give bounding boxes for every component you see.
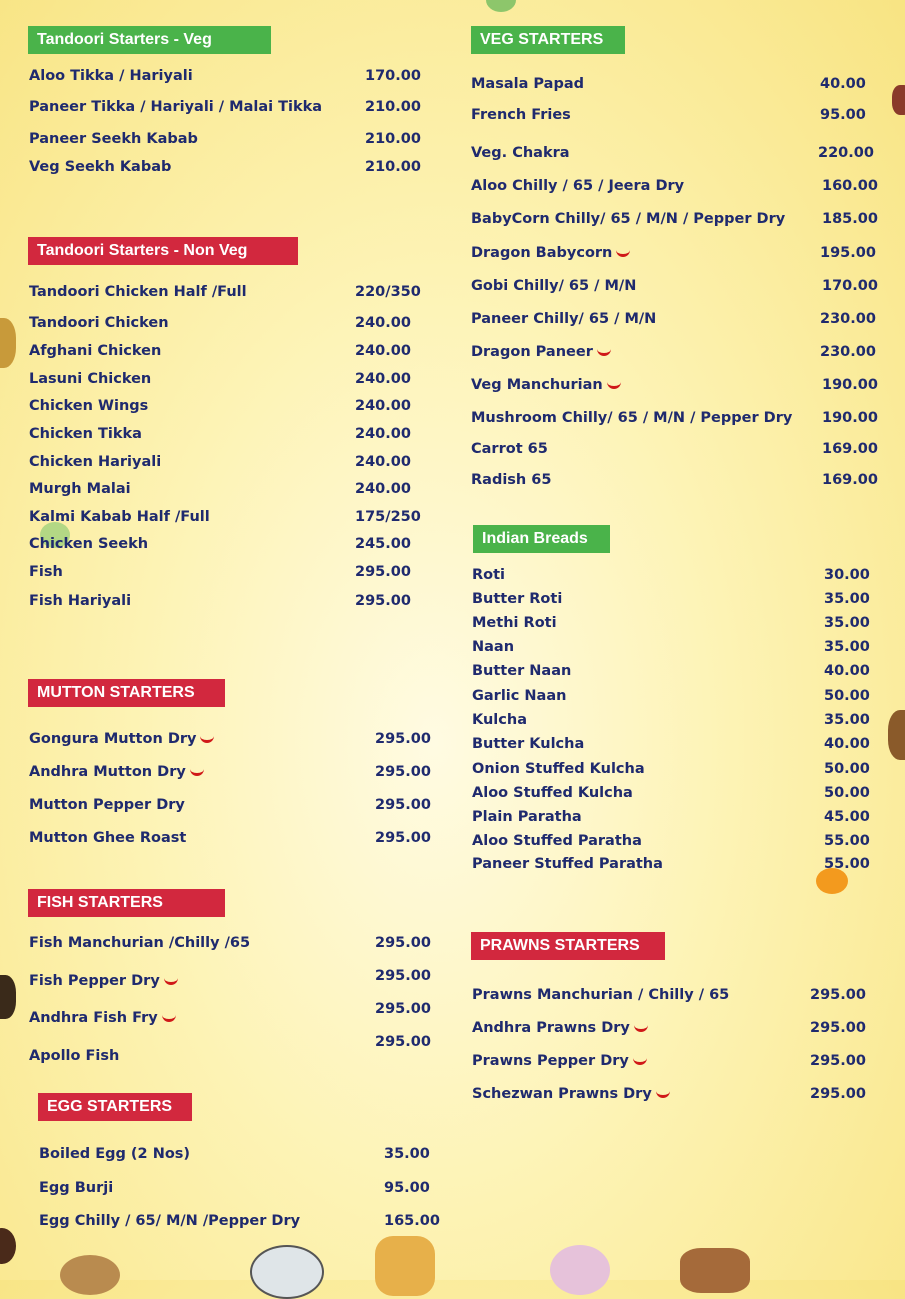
menu-item-price: 95.00 (820, 107, 866, 123)
section-header-breads: Indian Breads (473, 525, 610, 553)
menu-item-label: Butter Kulcha (472, 736, 585, 752)
menu-item-name (29, 593, 131, 609)
menu-item-label: Apollo Fish (29, 1048, 120, 1064)
menu-item-price: 55.00 (824, 856, 870, 872)
menu-item-name (471, 211, 785, 227)
menu-item-name (29, 398, 148, 414)
menu-item-name (472, 856, 663, 872)
menu-item-name (472, 712, 527, 728)
menu-item-price: 295.00 (810, 1086, 866, 1102)
section-header-egg: EGG STARTERS (38, 1093, 192, 1121)
menu-item-label: French Fries (471, 107, 571, 123)
food-bowl-decoration (60, 1255, 120, 1295)
menu-item-name (472, 1020, 648, 1036)
menu-item-label: BabyCorn Chilly/ 65 / M/N / Pepper Dry (471, 211, 786, 227)
menu-item-price: 240.00 (355, 454, 411, 470)
menu-item-label: Radish 65 (471, 472, 552, 488)
menu-item-label: Chicken Hariyali (29, 454, 162, 470)
menu-item-label: Egg Burji (39, 1180, 114, 1196)
menu-item-label: Garlic Naan (472, 688, 567, 704)
spice-decoration (0, 975, 16, 1019)
spice-decoration (0, 318, 16, 368)
menu-item-label: Boiled Egg (2 Nos) (39, 1146, 191, 1162)
menu-item-price: 50.00 (824, 761, 870, 777)
menu-item-label: Butter Naan (472, 663, 572, 679)
menu-item-name (471, 145, 570, 161)
menu-item-name (472, 591, 562, 607)
menu-item-name (29, 1010, 176, 1026)
section-header-tandoori-nonveg: Tandoori Starters - Non Veg (28, 237, 298, 265)
menu-item-price: 190.00 (822, 377, 878, 393)
menu-item-name (29, 564, 63, 580)
menu-item-name (471, 311, 656, 327)
menu-item-label: Aloo Chilly / 65 / Jeera Dry (471, 178, 685, 194)
menu-item-price: 295.00 (375, 968, 431, 984)
onion-decoration (550, 1245, 610, 1295)
menu-item-name (29, 797, 185, 813)
menu-item-name (29, 284, 247, 300)
menu-item-name (471, 278, 636, 294)
menu-item-price: 230.00 (820, 344, 876, 360)
menu-item-price: 50.00 (824, 785, 870, 801)
menu-item-label: Tandoori Chicken (29, 315, 169, 331)
menu-item-name (471, 472, 551, 488)
menu-item-label: Egg Chilly / 65/ M/N /Pepper Dry (39, 1213, 301, 1229)
menu-item-name (29, 973, 178, 989)
menu-item-price: 295.00 (810, 987, 866, 1003)
menu-item-name (29, 536, 148, 552)
menu-item-label: Lasuni Chicken (29, 371, 152, 387)
menu-item-label: Tandoori Chicken Half /Full (29, 284, 247, 300)
menu-item-price: 170.00 (365, 68, 421, 84)
menu-item-price: 35.00 (824, 639, 870, 655)
menu-item-label: Chicken Seekh (29, 536, 149, 552)
menu-item-price: 240.00 (355, 371, 411, 387)
menu-item-name (29, 764, 204, 780)
section-header-prawns: PRAWNS STARTERS (471, 932, 665, 960)
menu-item-label: Kalmi Kabab Half /Full (29, 509, 210, 525)
menu-item-label: Carrot 65 (471, 441, 548, 457)
menu-item-name (472, 688, 566, 704)
section-header-veg: VEG STARTERS (471, 26, 625, 54)
menu-item-label: Aloo Tikka / Hariyali (29, 68, 193, 84)
menu-item-price: 210.00 (365, 159, 421, 175)
menu-item-price: 220/350 (355, 284, 421, 300)
bottle-decoration (375, 1236, 435, 1296)
menu-item-price: 95.00 (384, 1180, 430, 1196)
menu-item-name (29, 371, 151, 387)
menu-item-name (472, 1053, 647, 1069)
menu-item-name (472, 615, 557, 631)
menu-item-label: Chicken Wings (29, 398, 149, 414)
menu-item-price: 240.00 (355, 398, 411, 414)
menu-item-label: Aloo Stuffed Kulcha (472, 785, 633, 801)
menu-item-name (29, 68, 193, 84)
menu-item-name (472, 987, 729, 1003)
menu-item-name (472, 567, 505, 583)
menu-item-name (471, 344, 611, 360)
menu-item-name (39, 1180, 113, 1196)
menu-item-label: Aloo Stuffed Paratha (472, 833, 642, 849)
menu-item-price: 295.00 (810, 1053, 866, 1069)
menu-item-name (471, 245, 630, 261)
chili-icon (190, 768, 204, 776)
chili-icon (633, 1057, 647, 1065)
menu-item-name (29, 99, 322, 115)
menu-item-price: 295.00 (355, 564, 411, 580)
menu-item-name (29, 131, 198, 147)
menu-item-price: 160.00 (822, 178, 878, 194)
menu-item-price: 30.00 (824, 567, 870, 583)
menu-item-name (29, 935, 250, 951)
spice-decoration (892, 85, 905, 115)
menu-item-price: 169.00 (822, 441, 878, 457)
menu-item-name (472, 736, 584, 752)
menu-item-label: Fish Hariyali (29, 593, 132, 609)
menu-item-name (472, 809, 582, 825)
menu-item-name (29, 343, 161, 359)
menu-item-label: Methi Roti (472, 615, 557, 631)
spice-decoration (888, 710, 905, 760)
menu-item-label: Veg. Chakra (471, 145, 570, 161)
menu-item-price: 295.00 (375, 764, 431, 780)
menu-item-label: Fish Manchurian /Chilly /65 (29, 935, 251, 951)
menu-item-name (472, 833, 642, 849)
menu-item-price: 220.00 (818, 145, 874, 161)
menu-item-name (29, 159, 171, 175)
menu-item-label: Veg Seekh Kabab (29, 159, 172, 175)
menu-item-price: 240.00 (355, 315, 411, 331)
menu-item-name (29, 830, 186, 846)
menu-item-name (471, 377, 621, 393)
menu-item-label: Murgh Malai (29, 481, 131, 497)
menu-item-label: Chicken Tikka (29, 426, 142, 442)
menu-item-price: 295.00 (375, 935, 431, 951)
menu-item-name (471, 178, 684, 194)
menu-item-price: 170.00 (822, 278, 878, 294)
menu-item-label: Paneer Seekh Kabab (29, 131, 198, 147)
menu-item-label: Gongura Mutton Dry (29, 731, 197, 747)
menu-item-label: Paneer Stuffed Paratha (472, 856, 663, 872)
menu-item-price: 45.00 (824, 809, 870, 825)
menu-item-label: Fish Pepper Dry (29, 973, 160, 989)
menu-item-name (471, 441, 548, 457)
menu-item-price: 295.00 (375, 731, 431, 747)
menu-item-label: Andhra Fish Fry (29, 1010, 158, 1026)
menu-item-price: 230.00 (820, 311, 876, 327)
menu-item-label: Fish (29, 564, 63, 580)
menu-item-name (472, 761, 645, 777)
menu-item-label: Dragon Paneer (471, 344, 593, 360)
menu-item-name (29, 315, 169, 331)
menu-item-name (29, 481, 131, 497)
menu-item-price: 295.00 (355, 593, 411, 609)
menu-item-label: Butter Roti (472, 591, 563, 607)
menu-item-name (39, 1213, 300, 1229)
menu-item-label: Plain Paratha (472, 809, 582, 825)
menu-item-price: 50.00 (824, 688, 870, 704)
menu-item-price: 185.00 (822, 211, 878, 227)
menu-item-label: Gobi Chilly/ 65 / M/N (471, 278, 637, 294)
section-header-tandoori-veg: Tandoori Starters - Veg (28, 26, 271, 54)
menu-item-price: 165.00 (384, 1213, 440, 1229)
chili-icon (164, 977, 178, 985)
menu-item-label: Kulcha (472, 712, 527, 728)
menu-item-label: Prawns Pepper Dry (472, 1053, 629, 1069)
menu-item-name (472, 663, 571, 679)
menu-item-name (471, 410, 792, 426)
menu-item-price: 295.00 (375, 797, 431, 813)
menu-item-price: 295.00 (375, 1001, 431, 1017)
menu-item-price: 35.00 (824, 712, 870, 728)
menu-item-price: 35.00 (384, 1146, 430, 1162)
section-header-fish: FISH STARTERS (28, 889, 225, 917)
menu-item-price: 210.00 (365, 131, 421, 147)
menu-item-label: Paneer Tikka / Hariyali / Malai Tikka (29, 99, 323, 115)
menu-item-name (29, 426, 142, 442)
menu-item-name (29, 1048, 119, 1064)
chili-icon (616, 249, 630, 257)
menu-item-label: Onion Stuffed Kulcha (472, 761, 645, 777)
menu-item-price: 240.00 (355, 481, 411, 497)
menu-item-price: 175/250 (355, 509, 421, 525)
menu-item-label: Prawns Manchurian / Chilly / 65 (472, 987, 730, 1003)
menu-item-label: Schezwan Prawns Dry (472, 1086, 652, 1102)
menu-item-price: 195.00 (820, 245, 876, 261)
menu-item-price: 35.00 (824, 615, 870, 631)
spice-decoration (0, 1228, 16, 1264)
chili-icon (634, 1024, 648, 1032)
menu-item-name (472, 1086, 670, 1102)
leaf-decoration (486, 0, 516, 12)
menu-item-price: 240.00 (355, 343, 411, 359)
menu-item-label: Veg Manchurian (471, 377, 603, 393)
menu-item-label: Mutton Ghee Roast (29, 830, 187, 846)
menu-item-price: 295.00 (375, 830, 431, 846)
menu-item-label: Masala Papad (471, 76, 584, 92)
menu-item-price: 40.00 (820, 76, 866, 92)
menu-item-price: 245.00 (355, 536, 411, 552)
chili-icon (656, 1090, 670, 1098)
menu-item-name (39, 1146, 190, 1162)
menu-item-label: Roti (472, 567, 506, 583)
menu-item-label: Afghani Chicken (29, 343, 162, 359)
chili-icon (162, 1014, 176, 1022)
menu-item-name (472, 785, 633, 801)
jar-decoration (680, 1248, 750, 1293)
menu-item-name (29, 454, 161, 470)
menu-item-label: Mutton Pepper Dry (29, 797, 185, 813)
menu-item-price: 295.00 (375, 1034, 431, 1050)
chili-icon (607, 381, 621, 389)
menu-item-name (29, 731, 214, 747)
menu-item-price: 190.00 (822, 410, 878, 426)
menu-item-name (471, 76, 584, 92)
chili-icon (200, 735, 214, 743)
menu-item-price: 295.00 (810, 1020, 866, 1036)
menu-item-price: 40.00 (824, 663, 870, 679)
menu-item-label: Dragon Babycorn (471, 245, 613, 261)
menu-item-label: Paneer Chilly/ 65 / M/N (471, 311, 657, 327)
food-bowl-decoration (250, 1245, 324, 1299)
menu-item-label: Andhra Mutton Dry (29, 764, 186, 780)
chili-icon (597, 348, 611, 356)
section-header-mutton: MUTTON STARTERS (28, 679, 225, 707)
menu-item-price: 210.00 (365, 99, 421, 115)
menu-item-price: 169.00 (822, 472, 878, 488)
menu-item-name (472, 639, 514, 655)
menu-item-price: 240.00 (355, 426, 411, 442)
menu-item-price: 55.00 (824, 833, 870, 849)
menu-item-name (471, 107, 571, 123)
menu-item-label: Andhra Prawns Dry (472, 1020, 630, 1036)
menu-item-name (29, 509, 210, 525)
menu-item-label: Naan (472, 639, 515, 655)
menu-item-price: 40.00 (824, 736, 870, 752)
menu-item-label: Mushroom Chilly/ 65 / M/N / Pepper Dry (471, 410, 793, 426)
menu-item-price: 35.00 (824, 591, 870, 607)
